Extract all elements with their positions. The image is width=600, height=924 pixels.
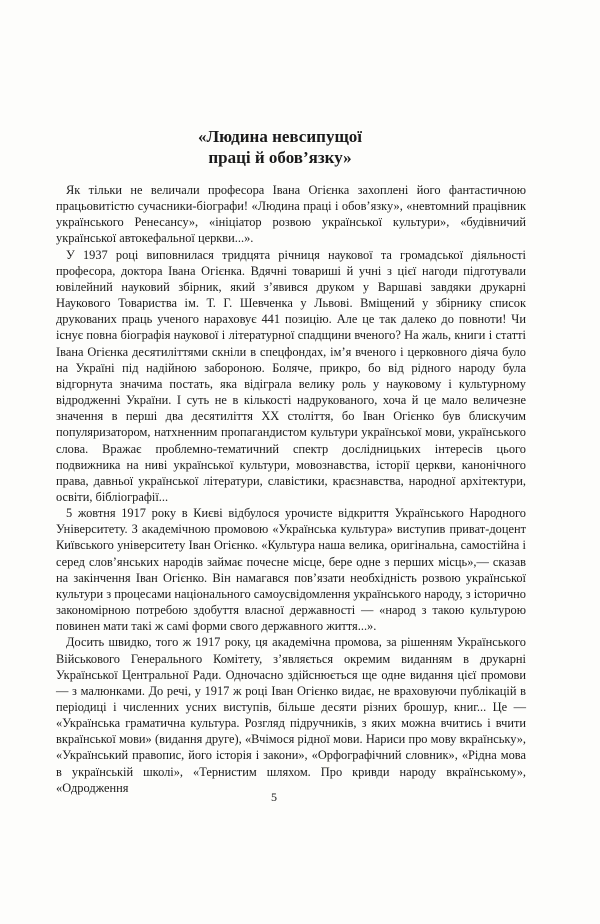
page-number: 5: [271, 790, 277, 804]
paragraph-3: 5 жовтня 1917 року в Києві відбулося урочисте відкриття Українського Народного Університету. З академічною промовою «Українська культура» виступив приват-доцент Київського університету Іван Огієнко. «Культура наша велика, оригінальна, самостійна і серед слов’янських народів займає почесне місце, бере одне з перших місць»,— сказав на закінчення Іван Огієнко. Він намагався пов’язати необхідність розвою української культури з процесами національного самоусвідомлення українського народу, з історично закономірною потребою здобуття власної державності — «народ з такою культурою повинен мати такі ж самі форми свого державного життя...».: [56, 506, 526, 634]
article-title: [0, 126, 560, 168]
paragraph-4: Досить швидко, того ж 1917 року, ця академічна промова, за рішенням Українського Військового Генерального Комітету, з’являється окремим виданням в друкарні Української Центральної Ради. Одночасно здійснюється ще одне видання цієї промови — з малюнками. До речі, у 1917 ж році Іван Огієнко видає, не враховуючи публікацій в періодиці і численних усних виступів, більше десяти різних брошур, книг... Це — «Українська граматична культура. Розгляд підручників, з яких можна вчитись і вчити вкраїнської мови» (видання друге), «Вчімося рідної мови. Нариси про мову вкраїнську», «Український правопис, його історія і закони», «Орфографічний словник», «Рідна мова в українській школі», «Тернистим шляхом. Про кривди народу вкраїнському», «Одродження: [56, 635, 526, 795]
title-line-1: «Людина невсипущої: [197, 127, 363, 146]
title-line-2: праці й обов’язку»: [208, 148, 352, 167]
paragraph-1: Як тільки не величали професора Івана Огієнка захоплені його фантастичною працьовитістю сучасники-біографи! «Людина праці і обов’язку», «невтомний працівник українського Ренесансу», «ініціатор розвою української культури», «будівничий української автокефальної церкви...».: [56, 183, 526, 246]
paragraph-2: У 1937 році виповнилася тридцята річниця наукової та громадської діяльності професора, доктора Івана Огієнка. Вдячні товариші й учні з цієї нагоди підготували ювілейний науковий збірник, який з’явився друком у Варшаві завдяки друкарні Наукового Товариства ім. Т. Г. Шевченка у Львові. Вміщений у збірнику список друкованих праць ученого нараховує 441 позицію. Але це так далеко до повноти! Чи існує повна біографія наукової і літературної спадщини вченого? На жаль, книги і статті Івана Огієнка десятиліттями скніли в спецфондах, ім’я вченого і церковного діяча було на Україні під надійною забороною. Боляче, прикро, бо від рідного народу була відгорнута значима постать, яка відіграла велику роль у науковому і культурному відродженні України. І суть не в кількості надрукованого, хоча й це мало величезне значення в перші два десятиліття XX століття, бо Іван Огієнко був блискучим популяризатором, натхненним пропагандистом культури української мови, українського слова. Вражає проблемно-тематичний спектр дослідницьких інтересів цього подвижника на ниві української культури, мовознавства, історії церкви, канонічного права, давньої української літератури, славістики, краєзнавства, народної архітектури, освіти, бібліографії...: [56, 247, 526, 504]
article-body: [56, 182, 526, 796]
